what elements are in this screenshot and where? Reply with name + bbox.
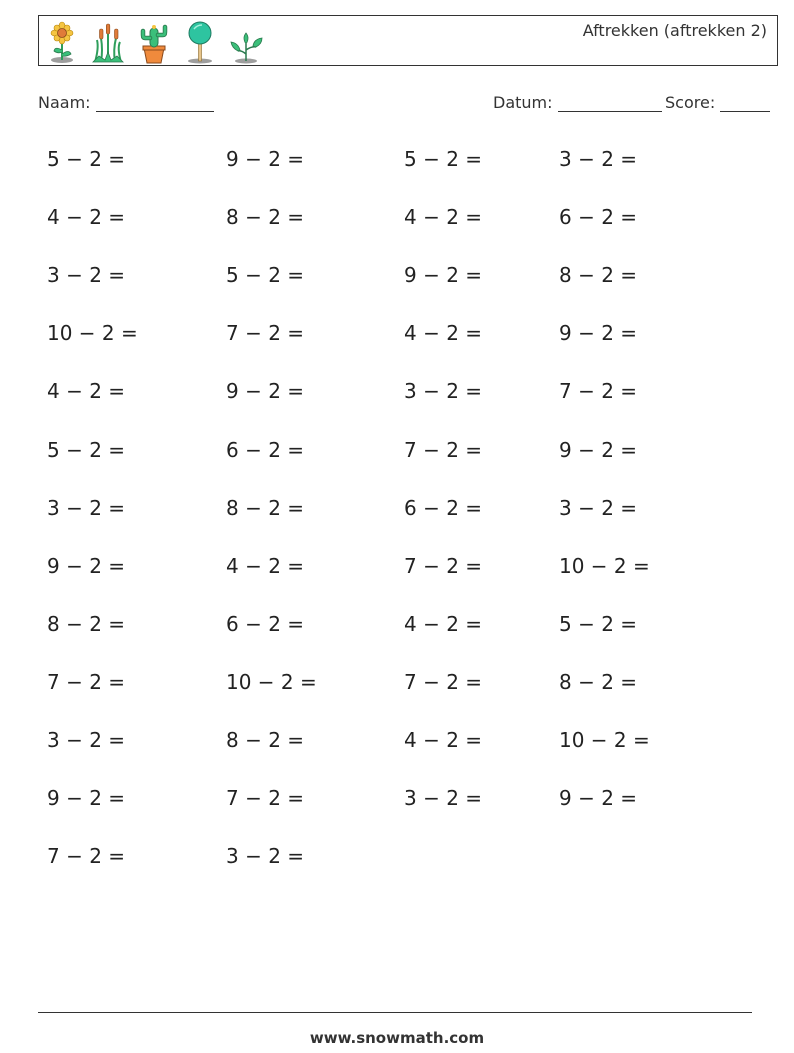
problem-item: 3 − 2 = xyxy=(404,786,483,810)
problem-item: 6 − 2 = xyxy=(226,612,305,636)
problem-item: 3 − 2 = xyxy=(559,496,638,520)
problem-item: 3 − 2 = xyxy=(559,147,638,171)
score-field xyxy=(665,93,770,112)
problem-item: 9 − 2 = xyxy=(47,554,126,578)
cattail-plant-icon xyxy=(91,20,125,64)
problem-item: 7 − 2 = xyxy=(559,379,638,403)
worksheet-title: Aftrekken (aftrekken 2) xyxy=(582,21,767,40)
problem-item: 6 − 2 = xyxy=(226,438,305,462)
potted-cactus-icon xyxy=(137,20,171,64)
problem-item: 7 − 2 = xyxy=(404,438,483,462)
problem-item: 5 − 2 = xyxy=(559,612,638,636)
problem-item: 10 − 2 = xyxy=(47,321,138,345)
problem-item: 7 − 2 = xyxy=(47,844,126,868)
problem-item: 10 − 2 = xyxy=(559,728,650,752)
problem-item: 9 − 2 = xyxy=(404,263,483,287)
problem-item: 6 − 2 = xyxy=(404,496,483,520)
problem-item: 4 − 2 = xyxy=(226,554,305,578)
name-line[interactable] xyxy=(96,96,214,112)
problem-item: 7 − 2 = xyxy=(404,554,483,578)
problem-item: 3 − 2 = xyxy=(47,496,126,520)
date-field xyxy=(493,93,662,112)
problem-item: 7 − 2 = xyxy=(226,321,305,345)
problem-item: 7 − 2 = xyxy=(404,670,483,694)
problem-item: 9 − 2 = xyxy=(559,438,638,462)
problem-item: 5 − 2 = xyxy=(47,438,126,462)
seedling-icon xyxy=(229,20,263,64)
problem-item: 9 − 2 = xyxy=(559,786,638,810)
problem-item: 8 − 2 = xyxy=(559,670,638,694)
problem-item: 3 − 2 = xyxy=(404,379,483,403)
problem-item: 7 − 2 = xyxy=(47,670,126,694)
sunflower-icon xyxy=(45,20,79,64)
problem-item: 3 − 2 = xyxy=(47,728,126,752)
problem-item: 4 − 2 = xyxy=(404,205,483,229)
name-label: Naam: xyxy=(38,93,91,112)
problem-item: 6 − 2 = xyxy=(559,205,638,229)
problem-item: 9 − 2 = xyxy=(47,786,126,810)
score-line[interactable] xyxy=(720,96,770,112)
problem-item: 9 − 2 = xyxy=(226,379,305,403)
round-tree-icon xyxy=(183,20,217,64)
score-label: Score: xyxy=(665,93,716,112)
problem-item: 8 − 2 = xyxy=(226,496,305,520)
name-field xyxy=(38,93,214,112)
date-label: Datum: xyxy=(493,93,553,112)
problem-item: 10 − 2 = xyxy=(226,670,317,694)
problem-item: 4 − 2 = xyxy=(47,205,126,229)
problem-item: 4 − 2 = xyxy=(404,728,483,752)
problem-item: 5 − 2 = xyxy=(226,263,305,287)
footer-divider xyxy=(38,1012,752,1013)
problem-item: 8 − 2 = xyxy=(226,205,305,229)
problem-item: 8 − 2 = xyxy=(47,612,126,636)
problem-item: 8 − 2 = xyxy=(226,728,305,752)
problem-item: 3 − 2 = xyxy=(47,263,126,287)
date-line[interactable] xyxy=(558,96,662,112)
problem-item: 9 − 2 = xyxy=(226,147,305,171)
problem-item: 4 − 2 = xyxy=(404,612,483,636)
problem-item: 4 − 2 = xyxy=(404,321,483,345)
problem-item: 10 − 2 = xyxy=(559,554,650,578)
footer-site-url: www.snowmath.com xyxy=(309,1029,485,1047)
problem-item: 7 − 2 = xyxy=(226,786,305,810)
problem-item: 9 − 2 = xyxy=(559,321,638,345)
problem-item: 3 − 2 = xyxy=(226,844,305,868)
problem-item: 5 − 2 = xyxy=(47,147,126,171)
problem-item: 8 − 2 = xyxy=(559,263,638,287)
worksheet-header xyxy=(38,15,778,66)
problem-item: 5 − 2 = xyxy=(404,147,483,171)
problem-item: 4 − 2 = xyxy=(47,379,126,403)
